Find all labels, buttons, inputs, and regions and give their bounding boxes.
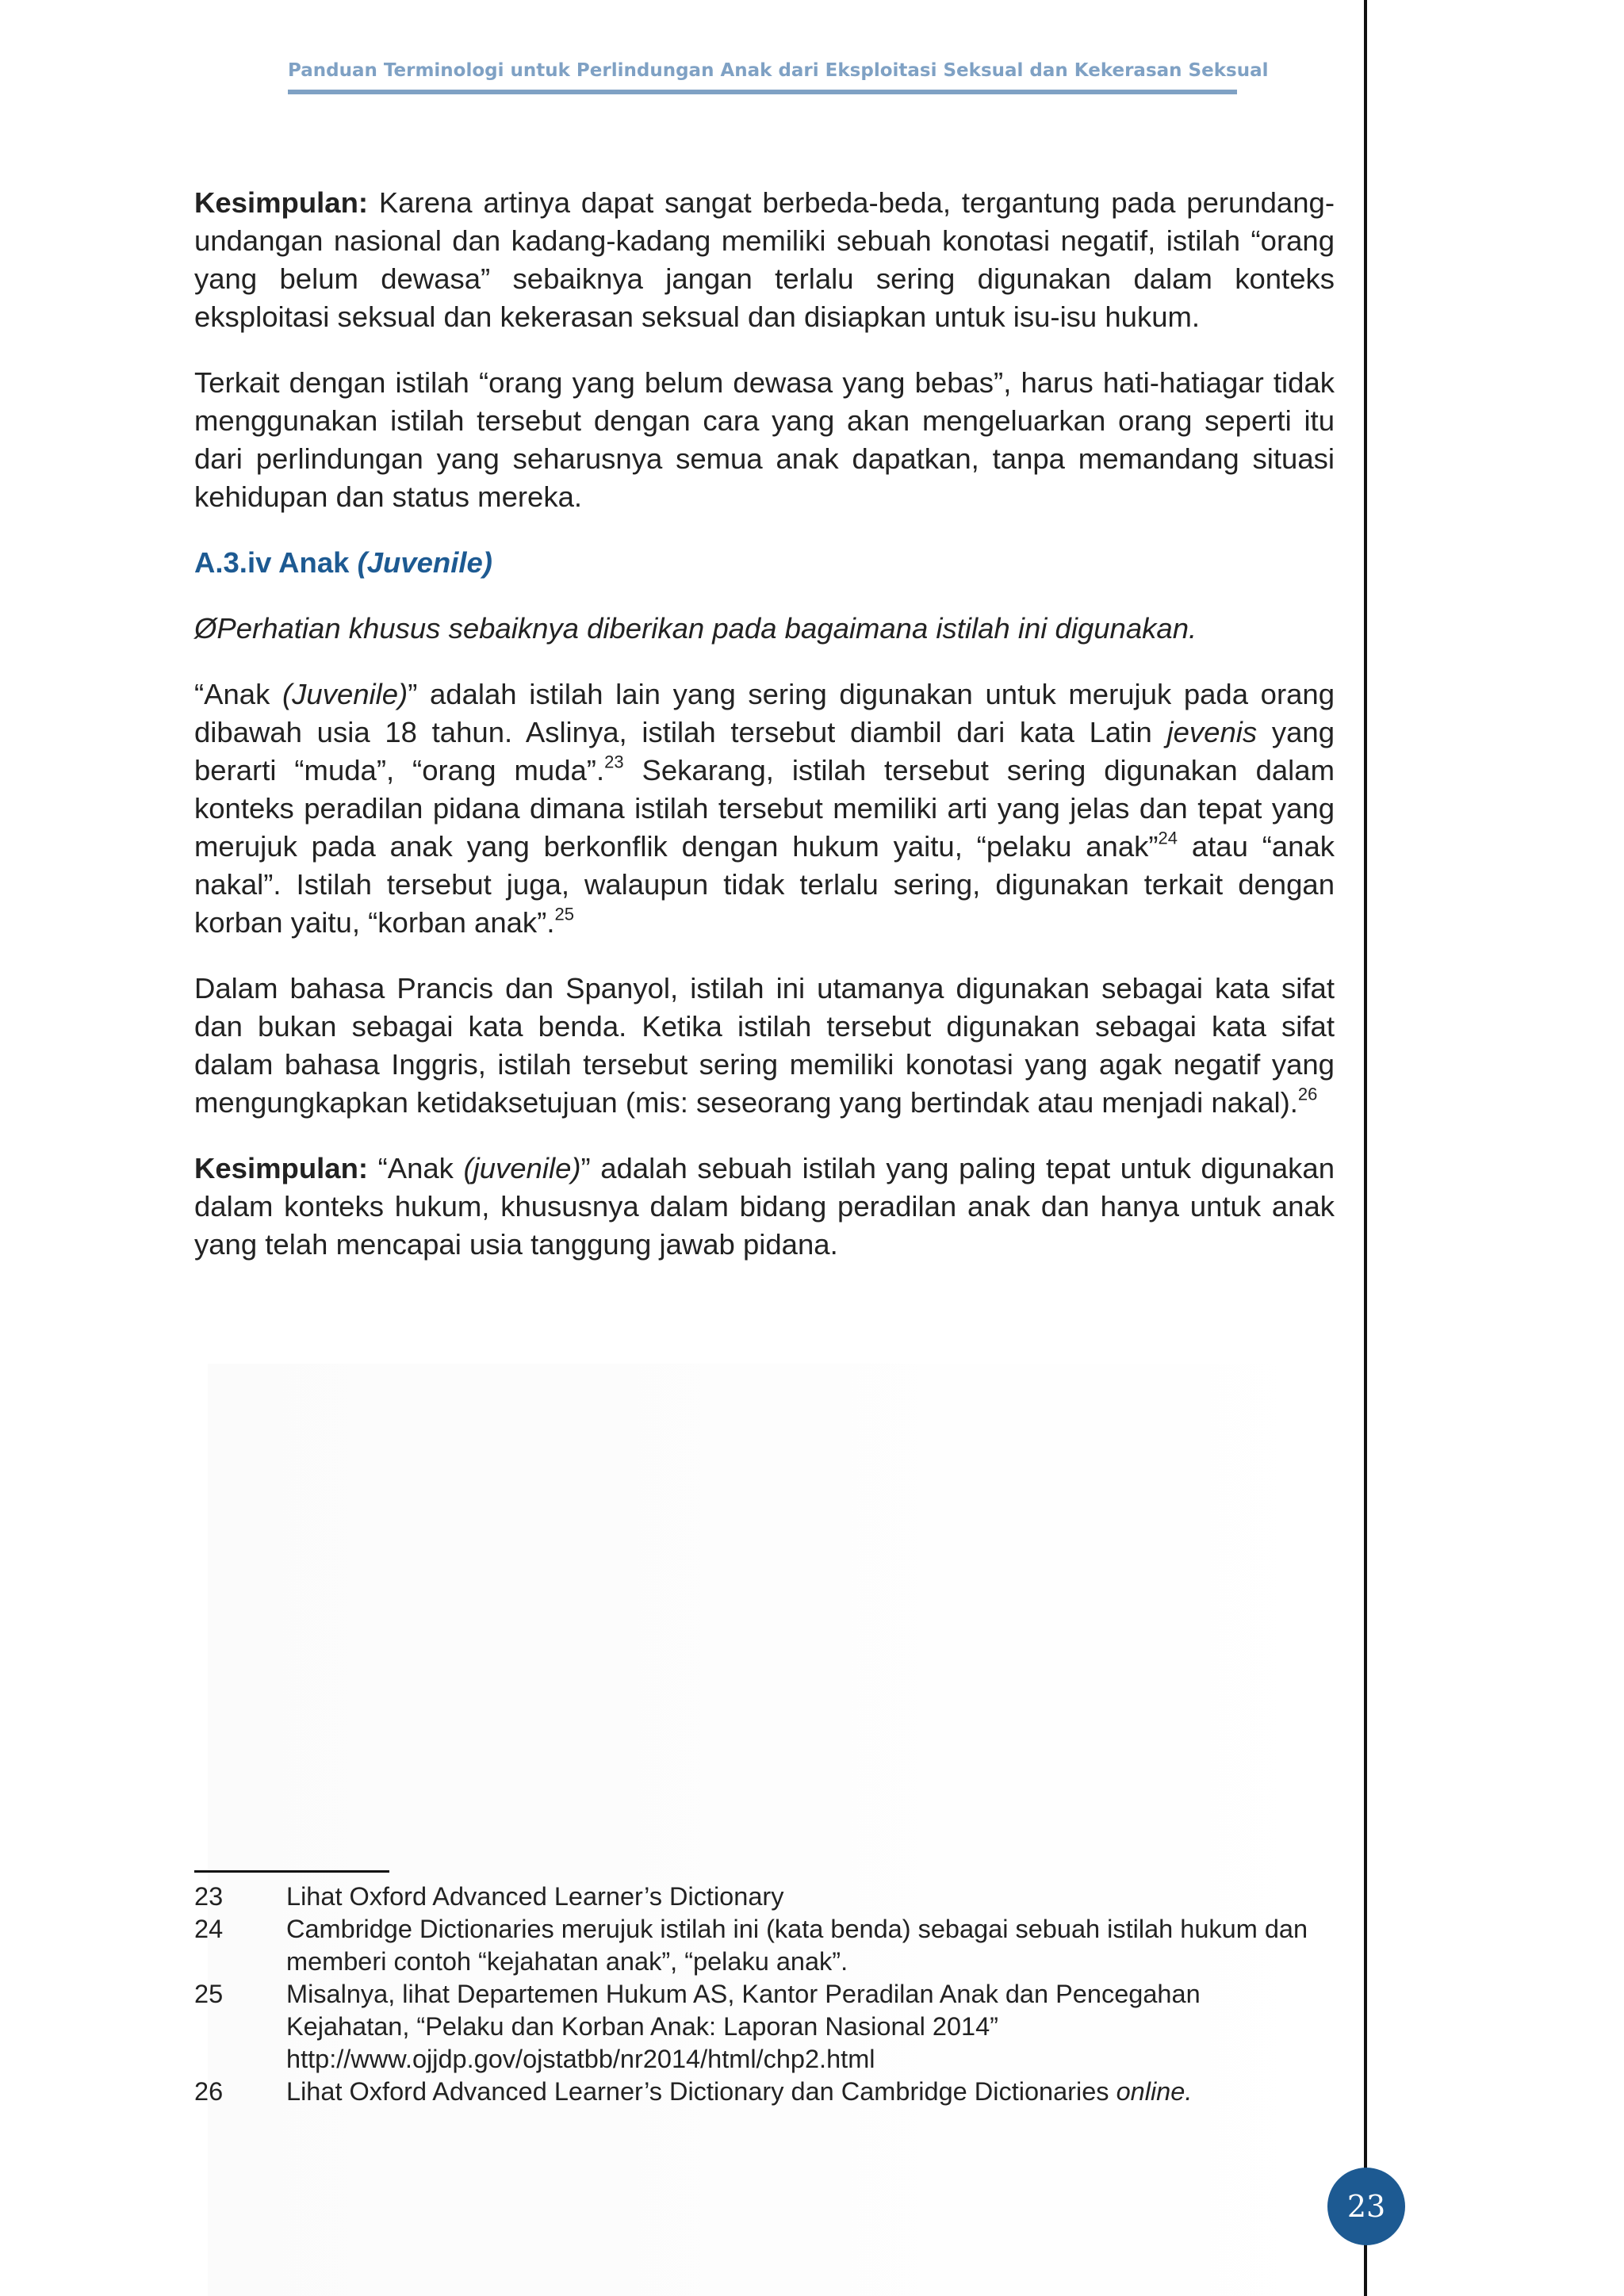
footnote-item	[194, 1881, 1328, 1913]
paragraph-juvenile-definition	[194, 675, 1335, 942]
footnote-separator	[194, 1870, 389, 1873]
text-span: yang berarti “muda”, “orang muda”.	[194, 716, 1335, 786]
text-span: Dalam bahasa Prancis dan Spanyol, istilah ini utamanya digunakan sebagai kata sifat dan bukan sebagai kata benda. Ketika istilah tersebut digunakan sebagai kata sifat dalam bahasa Inggris, istilah tersebut sering memiliki konotasi yang agak negatif yang mengungkapkan ketidaksetujuan (mis: seseorang yang bertindak atau menjadi nakal).	[194, 972, 1335, 1119]
footnote-ref-25[interactable]: 25	[554, 904, 574, 924]
header-underline	[288, 90, 1237, 94]
text-span: “Anak	[368, 1152, 464, 1184]
text-span: ” adalah istilah lain yang sering digunakan untuk merujuk pada orang dibawah usia 18 tahun. Aslinya, istilah tersebut diambil dari kata Latin	[194, 678, 1335, 748]
footnote-item	[194, 1913, 1328, 1978]
italic-span: (Juvenile)	[282, 678, 408, 710]
footnote-ref-24[interactable]: 24	[1158, 828, 1178, 848]
conclusion-label: Kesimpulan:	[194, 186, 369, 219]
footnote-item	[194, 1978, 1328, 2076]
footnote-ref-23[interactable]: 23	[604, 752, 624, 772]
footnote-number: 24	[194, 1915, 224, 1943]
page-background-shade	[208, 1364, 1350, 2296]
footnotes	[194, 1881, 1328, 2108]
italic-span: jevenis	[1166, 716, 1258, 748]
paragraph-conclusion-2	[194, 1150, 1335, 1264]
paragraph-language-usage	[194, 970, 1335, 1122]
heading-italic: (Juvenile)	[357, 546, 492, 579]
footnote-text-main: Lihat Oxford Advanced Learner’s Dictionary dan Cambridge Dictionaries	[286, 2077, 1116, 2106]
footnote-item	[194, 2076, 1328, 2108]
text-span: ” adalah sebuah istilah yang paling tepat untuk digunakan dalam konteks hukum, khususnya dalam bidang peradilan anak dan hanya untuk anak yang telah mencapai usia tanggung jawab pidana.	[194, 1152, 1335, 1261]
running-header: Panduan Terminologi untuk Perlindungan Anak dari Eksploitasi Seksual dan Kekerasan Seksual	[288, 60, 1269, 81]
footnote-text: Cambridge Dictionaries merujuk istilah ini (kata benda) sebagai sebuah istilah hukum dan memberi contoh “kejahatan anak”, “pelaku anak”.	[286, 1915, 1308, 1976]
heading-text: A.3.iv Anak	[194, 546, 358, 579]
attention-note: ØPerhatian khusus sebaiknya diberikan pada bagaimana istilah ini digunakan.	[194, 612, 1197, 645]
text-span: Sekarang, istilah tersebut sering digunakan dalam konteks peradilan pidana dimana istilah tersebut memiliki arti yang jelas dan tepat yang merujuk pada anak yang berkonflik dengan hukum yaitu, “pelaku anak”	[194, 754, 1335, 863]
paragraph-conclusion-1	[194, 184, 1335, 336]
footnote-number: 25	[194, 1980, 224, 2008]
footnote-text: Misalnya, lihat Departemen Hukum AS, Kantor Peradilan Anak dan Pencegahan Kejahatan, “Pelaku dan Korban Anak: Laporan Nasional 2014” http://www.ojjdp.gov/ojstatbb/nr2014/html/chp2.html	[286, 1980, 1201, 2073]
paragraph-text: Karena artinya dapat sangat berbeda-beda, tergantung pada perundang-undangan nasional dan kadang-kadang memiliki sebuah konotasi negatif, istilah “orang yang belum dewasa” sebaiknya jangan terlalu sering digunakan dalam konteks eksploitasi seksual dan kekerasan seksual dan disiapkan untuk isu-isu hukum.	[194, 186, 1335, 333]
text-span: “Anak	[194, 678, 282, 710]
footnote-number: 26	[194, 2077, 224, 2106]
italic-span: (juvenile)	[463, 1152, 581, 1184]
footnote-ref-26[interactable]: 26	[1297, 1084, 1318, 1104]
footnote-number: 23	[194, 1882, 224, 1911]
footnote-text-italic: online.	[1116, 2077, 1193, 2106]
page-number-badge: 23	[1327, 2168, 1405, 2245]
right-margin-rule	[1364, 0, 1367, 2296]
main-content	[194, 184, 1335, 1264]
paragraph-free-minor: Terkait dengan istilah “orang yang belum dewasa yang bebas”, harus hati-hatiagar tidak menggunakan istilah tersebut dengan cara yang akan mengeluarkan orang seperti itu dari perlindungan yang seharusnya semua anak dapatkan, tanpa memandang situasi kehidupan dan status mereka.	[194, 366, 1335, 513]
footnote-text: Lihat Oxford Advanced Learner’s Dictionary	[286, 1882, 784, 1911]
text-span: atau “anak nakal”. Istilah tersebut juga, walaupun tidak terlalu sering, digunakan terkait dengan korban yaitu, “korban anak”.	[194, 830, 1335, 939]
footnote-text	[286, 2076, 1328, 2108]
conclusion-label: Kesimpulan:	[194, 1152, 369, 1184]
section-heading	[194, 544, 1335, 582]
